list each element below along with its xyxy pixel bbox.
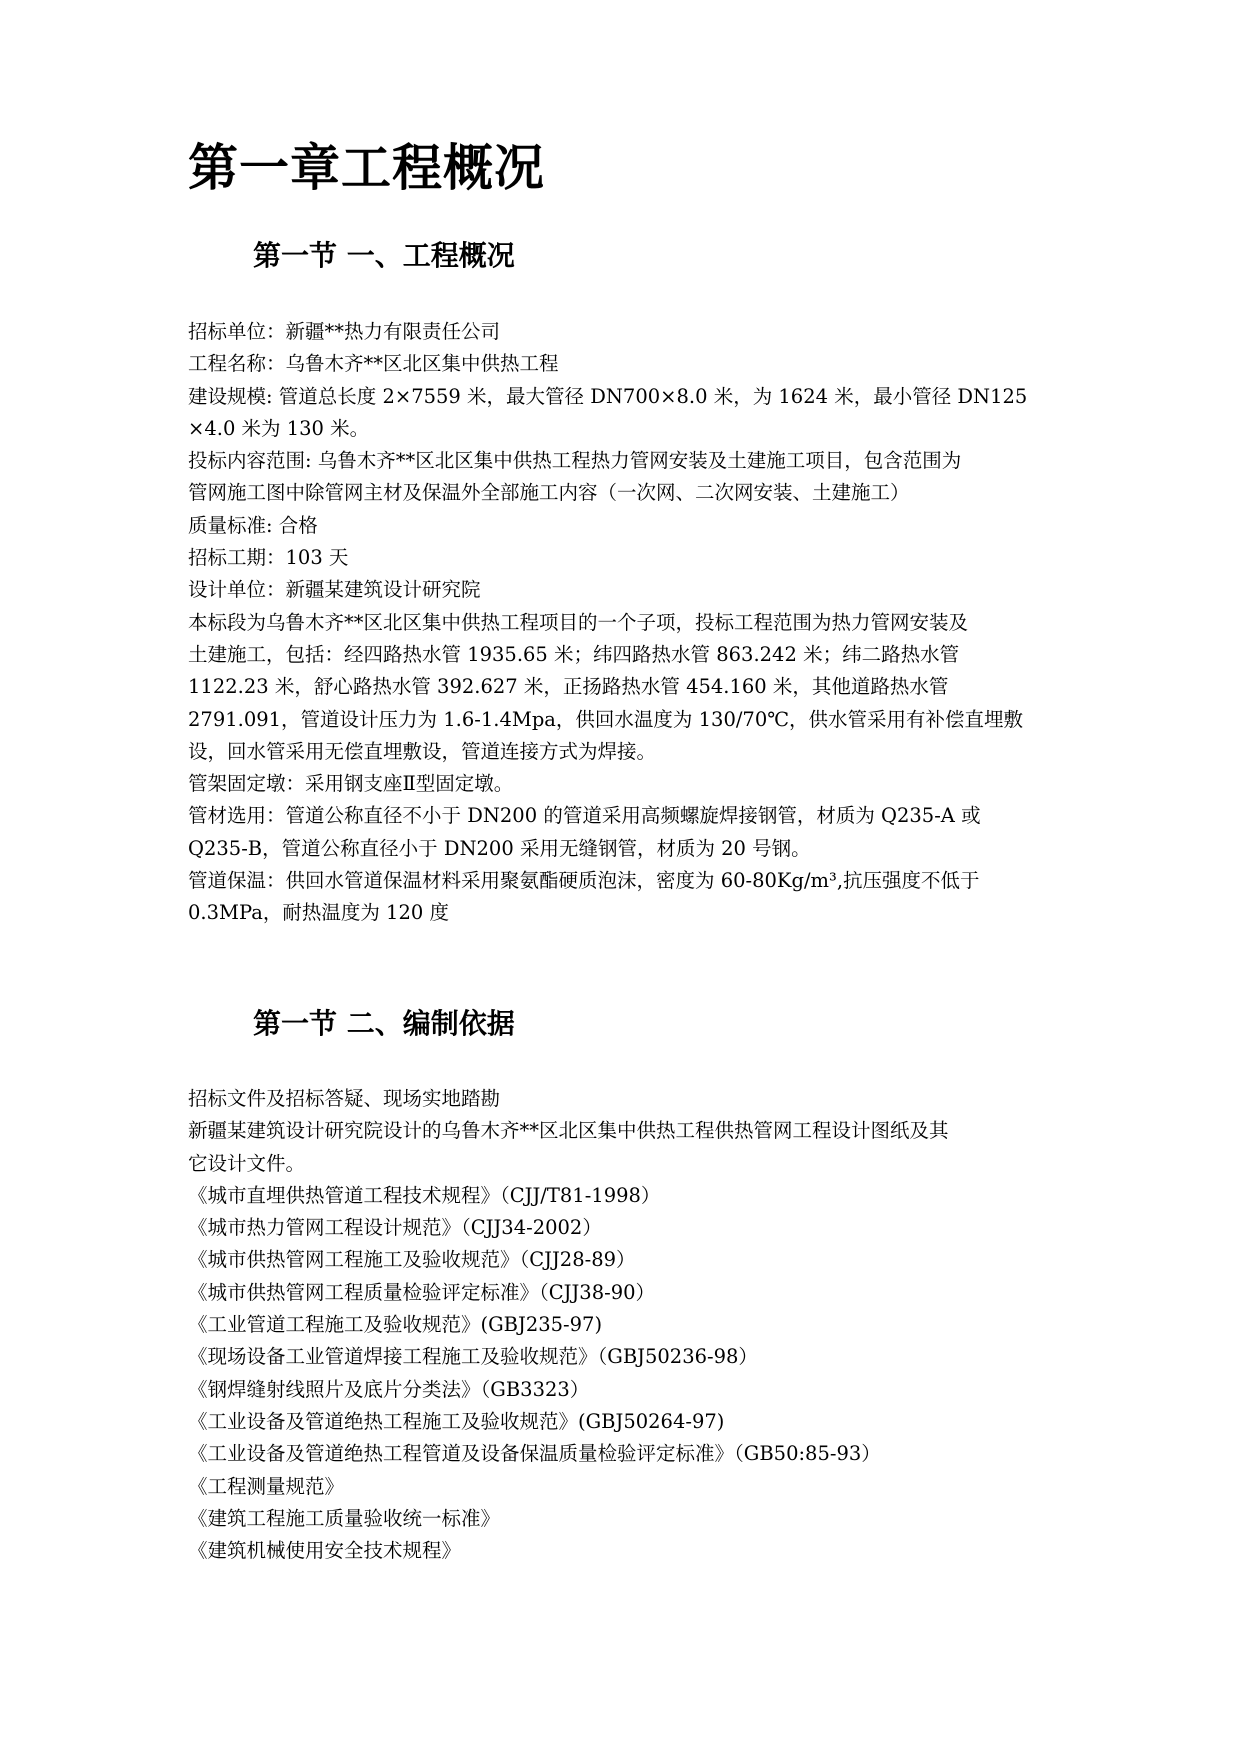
text-line: 管材选用：管道公称直径不小于 DN200 的管道采用高频螺旋焊接钢管，材质为 Q235-A 或 [188,804,981,828]
reference-item: 《建筑工程施工质量验收统一标准》 [188,1506,501,1530]
section-basis-body [188,1083,1078,1567]
text-line: 管网施工图中除管网主材及保温外全部施工内容（一次网、二次网安装、土建施工） [188,481,910,505]
text-line: 2791.091，管道设计压力为 1.6-1.4Mpa，供回水温度为 130/70℃，供水管采用有补偿直埋敷 [188,707,1024,731]
text-line: 本标段为乌鲁木齐**区北区集中供热工程项目的一个子项，投标工程范围为热力管网安装及 [188,610,969,634]
reference-item: 《城市直埋供热管道工程技术规程》（CJJ/T81-1998） [188,1183,661,1207]
text-line: 招标文件及招标答疑、现场实地踏勘 [188,1087,501,1110]
text-line: 设，回水管采用无偿直埋敷设，管道连接方式为焊接。 [188,739,657,763]
text-line: 管道保温：供回水管道保温材料采用聚氨酯硬质泡沫，密度为 60-80Kg/m³,抗压强度不低于 [188,869,980,893]
reference-item: 《工程测量规范》 [188,1474,345,1498]
text-line: 新疆某建筑设计研究院设计的乌鲁木齐**区北区集中供热工程供热管网工程设计图纸及其 [188,1119,949,1143]
reference-item: 《现场设备工业管道焊接工程施工及验收规范》（GBJ50236-98） [188,1345,758,1369]
text-line: Q235-B，管道公称直径小于 DN200 采用无缝钢管，材质为 20 号钢。 [188,836,811,860]
reference-item: 《钢焊缝射线照片及底片分类法》（GB3323） [188,1377,590,1401]
reference-item: 《城市供热管网工程质量检验评定标准》（CJJ38-90） [188,1280,656,1304]
reference-item: 《建筑机械使用安全技术规程》 [188,1539,462,1563]
text-line: 工程名称：乌鲁木齐**区北区集中供热工程 [188,352,559,376]
text-line: 土建施工，包括：经四路热水管 1935.65 米；纬四路热水管 863.242 米；纬二路热水管 [188,642,960,666]
reference-item: 《工业设备及管道绝热工程管道及设备保温质量检验评定标准》（GB50:85-93） [188,1442,881,1466]
reference-item: 《城市供热管网工程施工及验收规范》（CJJ28-89） [188,1248,636,1272]
section-title-basis: 第一节 二、编制依据 [253,1007,515,1040]
text-line: 质量标准: 合格 [188,513,318,537]
text-line: 管架固定墩：采用钢支座Ⅱ型固定墩。 [188,772,514,796]
chapter-title: 第一章工程概况 [188,138,545,197]
reference-item: 《工业设备及管道绝热工程施工及验收规范》(GBJ50264-97) [188,1409,725,1433]
text-line: 投标内容范围: 乌鲁木齐**区北区集中供热工程热力管网安装及土建施工项目，包含范围为 [188,449,962,473]
text-line: 招标单位：新疆**热力有限责任公司 [188,320,501,343]
text-line: 招标工期：103 天 [188,546,349,570]
text-line: ×4.0 米为 130 米。 [188,416,370,440]
text-line: 它设计文件。 [188,1151,306,1175]
text-line: 设计单位：新疆某建筑设计研究院 [188,578,481,602]
text-line: 建设规模: 管道总长度 2×7559 米，最大管径 DN700×8.0 米，为 1624 米，最小管径 DN125 [188,384,1028,408]
section-overview-body [188,316,1078,930]
reference-item: 《工业管道工程施工及验收规范》(GBJ235-97) [188,1313,603,1337]
section-title-overview: 第一节 一、工程概况 [253,239,515,272]
text-line: 1122.23 米，舒心路热水管 392.627 米，正扬路热水管 454.160 米，其他道路热水管 [188,675,949,699]
reference-item: 《城市热力管网工程设计规范》（CJJ34-2002） [188,1216,602,1240]
text-line: 0.3MPa，耐热温度为 120 度 [188,901,449,925]
